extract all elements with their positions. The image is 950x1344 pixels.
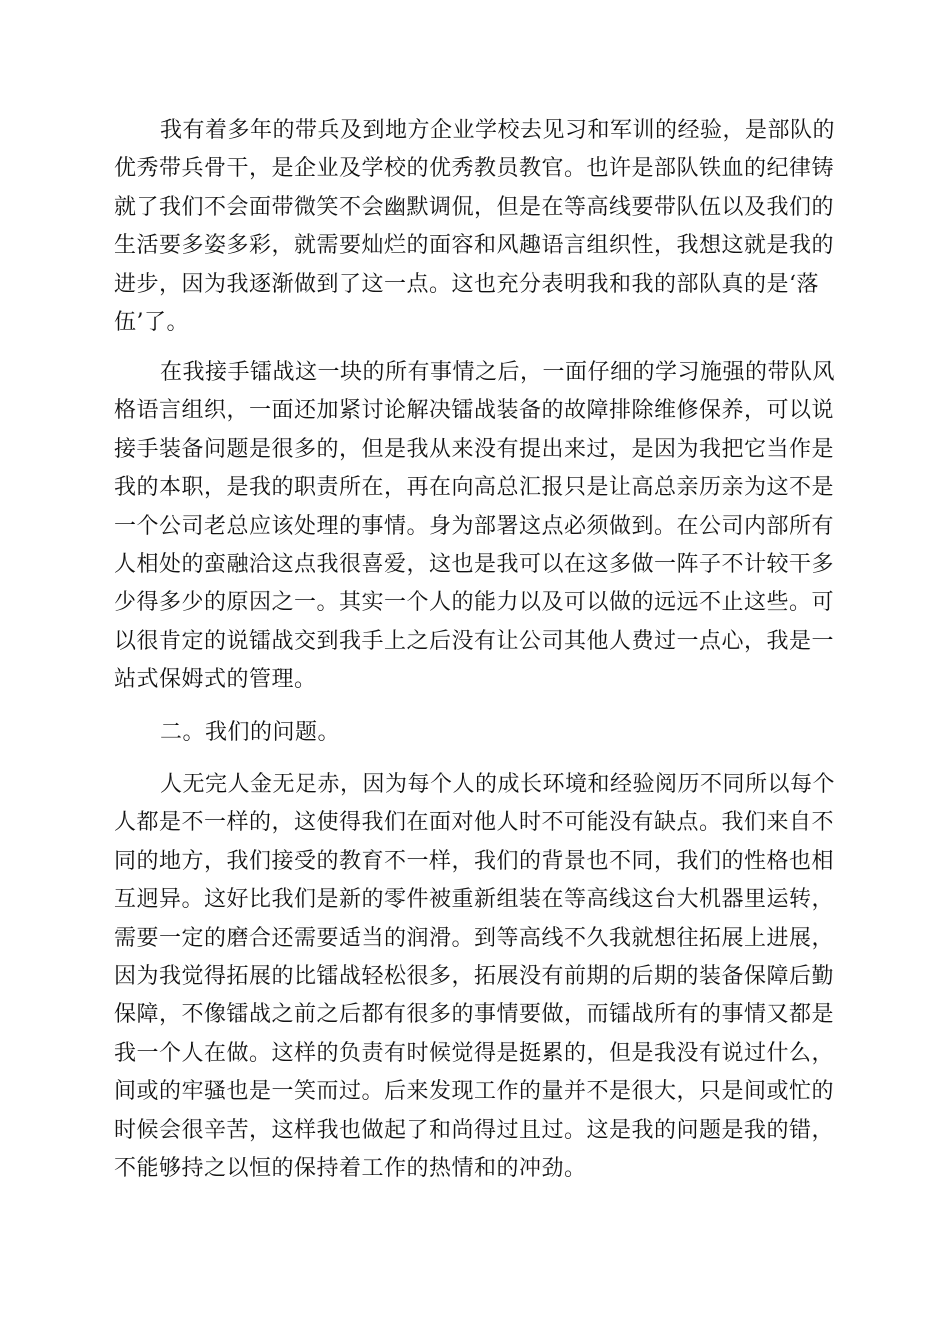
paragraph-line: 优秀带兵骨干，是企业及学校的优秀教员教官。也许是部队铁血的纪律铸 <box>114 156 835 182</box>
paragraph-line: 互迥异。这好比我们是新的零件被重新组装在等高线这台大机器里运转， <box>114 887 835 913</box>
paragraph-line: 在我接手镭战这一块的所有事情之后，一面仔细的学习施强的带队风 <box>160 360 836 385</box>
paragraph-line: 人都是不一样的，这使得我们在面对他人时不可能没有缺点。我们来自不 <box>114 810 835 836</box>
paragraph-line: 生活要多姿多彩，就需要灿烂的面容和风趣语言组织性，我想这就是我的 <box>114 233 835 259</box>
section-heading <box>114 714 836 752</box>
paragraph-line: 不能够持之以恒的保持着工作的热情和的冲劲。 <box>114 1155 587 1181</box>
paragraph-line: 人相处的蛮融洽这点我很喜爱，这也是我可以在这多做一阵子不计较干多 <box>114 551 835 577</box>
paragraph-line: 我一个人在做。这样的负责有时候觉得是挺累的，但是我没有说过什么， <box>114 1040 835 1066</box>
paragraph-line: 间或的牢骚也是一笑而过。后来发现工作的量并不是很大，只是间或忙的 <box>114 1079 835 1105</box>
paragraph-line: 需要一定的磨合还需要适当的润滑。到等高线不久我就想往拓展上进展， <box>114 925 835 951</box>
paragraph-line: 同的地方，我们接受的教育不一样，我们的背景也不同，我们的性格也相 <box>114 848 835 874</box>
section-heading-text: 二。我们的问题。 <box>160 720 341 745</box>
paragraph-line: 保障，不像镭战之前之后都有很多的事情要做，而镭战所有的事情又都是 <box>114 1002 835 1028</box>
paragraph-line: 格语言组织，一面还加紧讨论解决镭战装备的故障排除维修保养，可以说 <box>114 398 835 424</box>
paragraph-line: 站式保姆式的管理。 <box>114 667 317 693</box>
paragraph-line: 时候会很辛苦，这样我也做起了和尚得过且过。这是我的问题是我的错， <box>114 1117 835 1143</box>
paragraph-line: 我有着多年的带兵及到地方企业学校去见习和军训的经验，是部队的 <box>160 118 836 143</box>
paragraph-takeover <box>114 354 836 700</box>
paragraph-line: 就了我们不会面带微笑不会幽默调侃，但是在等高线要带队伍以及我们的 <box>114 194 835 220</box>
paragraph-line: 接手装备问题是很多的，但是我从来没有提出来过，是因为我把它当作是 <box>114 436 835 462</box>
paragraph-line: 伍’了。 <box>114 309 189 335</box>
paragraph-line: 我的本职，是我的职责所在，再在向高总汇报只是让高总亲历亲为这不是 <box>114 475 835 501</box>
paragraph-line: 因为我觉得拓展的比镭战轻松很多，拓展没有前期的后期的装备保障后勤 <box>114 963 835 989</box>
paragraph-problems <box>114 766 836 1188</box>
paragraph-experience <box>114 112 836 342</box>
paragraph-line: 人无完人金无足赤，因为每个人的成长环境和经验阅历不同所以每个 <box>160 772 836 797</box>
paragraph-line: 一个公司老总应该处理的事情。身为部署这点必须做到。在公司内部所有 <box>114 513 835 539</box>
paragraph-line: 进步，因为我逐渐做到了这一点。这也充分表明我和我的部队真的是‘落 <box>114 271 819 297</box>
paragraph-line: 少得多少的原因之一。其实一个人的能力以及可以做的远远不止这些。可 <box>114 590 835 616</box>
paragraph-line: 以很肯定的说镭战交到我手上之后没有让公司其他人费过一点心，我是一 <box>114 628 835 654</box>
